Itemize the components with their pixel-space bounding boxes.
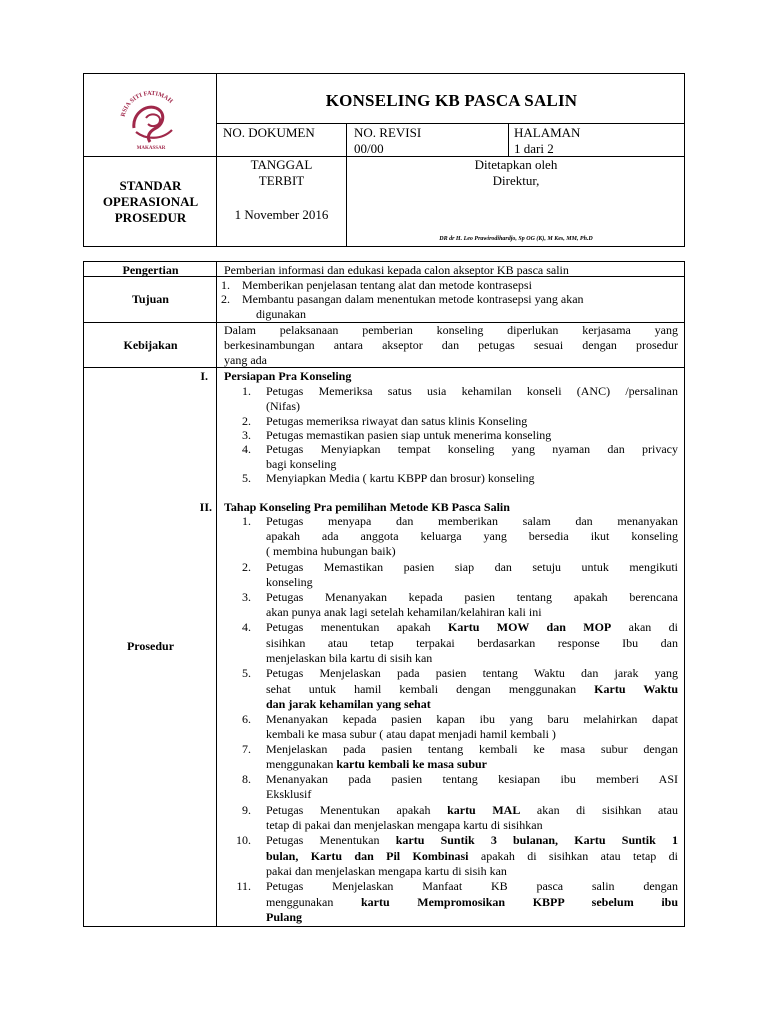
list-item: menjelaskan bila kartu di sisih kan <box>266 651 433 665</box>
list-item: kembali ke masa subur ( atau dapat menjadi hamil kembali ) <box>266 727 556 741</box>
list-item: Petugas Menanyakan kepada pasien tentang apakah berencana <box>266 590 678 604</box>
section-title: Persiapan Pra Konseling <box>224 369 352 383</box>
list-number: 1. <box>242 514 251 528</box>
sop-line: PROSEDUR <box>114 210 187 225</box>
tanggal-line: TANGGAL <box>250 157 313 172</box>
list-number: 3. <box>242 428 251 442</box>
list-item <box>266 757 487 773</box>
divider <box>216 262 217 927</box>
hospital-logo <box>106 88 196 150</box>
tanggal-terbit-label <box>217 157 346 189</box>
list-item: bagi konseling <box>266 457 337 471</box>
tanggal-terbit-value: 1 November 2016 <box>234 207 329 222</box>
kebijakan-line: Dalam pelaksanaan pemberian konseling diperlukan kerjasama yang <box>224 323 678 337</box>
list-item: Petugas Memeriksa satus usia kehamilan konseli (ANC) /persalinan <box>266 384 678 398</box>
list-item: Petugas Menyiapkan tempat konseling yang nyaman dan privacy <box>266 442 678 456</box>
section-roman: I. <box>200 369 208 383</box>
list-item <box>266 803 678 819</box>
no-dokumen-label: NO. DOKUMEN <box>223 125 315 140</box>
divider <box>216 123 685 124</box>
tanggal-line: TERBIT <box>258 173 305 188</box>
item-text: Petugas Menentukan <box>266 833 396 847</box>
list-item: Petugas memastikan pasien siap untuk menerima konseling <box>266 428 552 442</box>
list-number: 2. <box>221 292 230 306</box>
list-number: 3. <box>242 590 251 604</box>
item-text: sehat untuk hamil kembali dengan menggunakan <box>266 682 595 696</box>
procedure-table <box>83 261 685 927</box>
list-number: 8. <box>242 772 251 786</box>
list-number: 10. <box>236 833 251 847</box>
item-bold: kartu MAL <box>447 803 521 817</box>
list-number: 2. <box>242 560 251 574</box>
kebijakan-label: Kebijakan <box>123 338 178 352</box>
item-bold: kartu Mempromosikan KBPP sebelum ibu <box>360 895 679 909</box>
list-number: 9. <box>242 803 251 817</box>
section-title: Tahap Konseling Pra pemilihan Metode KB Pasca Salin <box>224 500 510 514</box>
item-text: apakah di sisihkan atau tetap di <box>468 849 678 863</box>
list-item: Pulang <box>266 910 303 924</box>
item-bold: bulan, Kartu dan Pil Kombinasi <box>266 849 469 863</box>
divider <box>508 123 509 156</box>
list-item: pakai dan menjelaskan mengapa kartu di sisih kan <box>266 864 507 878</box>
list-item: Petugas memeriksa riwayat dan satus klinis Konseling <box>266 414 528 428</box>
halaman-label: HALAMAN <box>514 125 581 140</box>
list-item: ( membina hubungan baik) <box>266 544 396 558</box>
pengertian-label: Pengertian <box>122 263 179 277</box>
ditetapkan-line: Direktur, <box>492 173 540 188</box>
list-item: konseling <box>266 575 313 589</box>
list-number: 2. <box>242 414 251 428</box>
signer-name: DR dr H. Leo Prawirodihardjo, Sp OG (K), M Kes, MM, Ph.D <box>439 236 593 242</box>
sop-label <box>84 178 217 226</box>
item-bold: Kartu Waktu <box>594 682 679 696</box>
list-item <box>266 833 678 849</box>
list-item: Menyiapkan Media ( kartu KBPP dan brosur) konseling <box>266 471 535 485</box>
item-text: menggunakan <box>266 757 337 771</box>
item-bold: kartu Suntik 3 bulanan, Kartu Suntik 1 <box>395 833 678 847</box>
list-item: Petugas Menjelaskan pada pasien tentang Waktu dan jarak yang <box>266 666 678 680</box>
kebijakan-line: berkesinambungan antara akseptor dan petugas sesuai dengan prosedur <box>224 338 678 352</box>
halaman-value: 1 dari 2 <box>514 141 554 156</box>
list-item: (Nifas) <box>266 399 300 413</box>
item-bold: Kartu MOW dan MOP <box>448 620 612 634</box>
tujuan-item: Membantu pasangan dalam menentukan metode kontrasepsi yang akan <box>242 292 584 306</box>
list-number: 1. <box>242 384 251 398</box>
svg-text:RSIA SITI FATIMAH: RSIA SITI FATIMAH <box>119 89 174 118</box>
list-number: 5. <box>242 471 251 485</box>
ditetapkan-line: Ditetapkan oleh <box>474 157 558 172</box>
list-item: akan punya anak lagi setelah kehamilan/kelahiran kali ini <box>266 605 542 619</box>
section-roman: II. <box>199 500 212 514</box>
list-item <box>266 849 678 865</box>
tujuan-item: Memberikan penjelasan tentang alat dan metode kontrasepsi <box>242 278 532 292</box>
list-item: Petugas menyapa dan memberikan salam dan menanyakan <box>266 514 678 528</box>
list-item <box>266 895 678 911</box>
list-number: 4. <box>242 620 251 634</box>
prosedur-label: Prosedur <box>126 639 175 653</box>
list-number: 5. <box>242 666 251 680</box>
no-revisi-value: 00/00 <box>354 141 384 156</box>
list-number: 11. <box>236 879 251 893</box>
list-number: 1. <box>221 278 230 292</box>
no-revisi-label: NO. REVISI <box>354 125 422 140</box>
pengertian-text: Pemberian informasi dan edukasi kepada calon akseptor KB pasca salin <box>224 263 569 277</box>
item-text: akan di sisihkan atau <box>520 803 678 817</box>
list-item: Petugas Memastikan pasien siap dan setuju untuk mengikuti <box>266 560 678 574</box>
list-item <box>266 682 678 698</box>
list-item: apakah ada anggota keluarga yang bersedia ikut konseling <box>266 529 678 543</box>
ditetapkan-block <box>346 157 686 189</box>
list-item: Menanyakan pada pasien tentang kesiapan ibu memberi ASI <box>266 772 678 786</box>
item-text: Petugas menentukan apakah <box>266 620 449 634</box>
list-item: Petugas Menjelaskan Manfaat KB pasca salin dengan <box>266 879 678 893</box>
list-item: Eksklusif <box>266 787 312 801</box>
list-number: 7. <box>242 742 251 756</box>
item-text: akan di <box>611 620 678 634</box>
sop-line: OPERASIONAL <box>102 194 199 209</box>
list-item: tetap di pakai dan menjelaskan mengapa kartu di sisihkan <box>266 818 543 832</box>
svg-text:MAKASSAR: MAKASSAR <box>136 146 166 150</box>
item-bold: kartu kembali ke masa subur <box>336 757 488 771</box>
document-header <box>83 73 685 247</box>
list-item: dan jarak kehamilan yang sehat <box>266 697 431 711</box>
list-item: Menjelaskan pada pasien tentang kembali ke masa subur dengan <box>266 742 678 756</box>
tujuan-item-cont: digunakan <box>256 307 306 321</box>
divider <box>84 367 685 368</box>
sop-line: STANDAR <box>119 178 182 193</box>
kebijakan-line: yang ada <box>224 353 267 367</box>
tujuan-label: Tujuan <box>132 292 169 306</box>
document-title: KONSELING KB PASCA SALIN <box>325 91 578 110</box>
list-number: 4. <box>242 442 251 456</box>
list-item <box>266 620 678 636</box>
list-item: sisihkan atau tetap terpakai berdasarkan response Ibu dan <box>266 636 678 650</box>
item-text: menggunakan <box>266 895 361 909</box>
list-number: 6. <box>242 712 251 726</box>
item-text: Petugas Menentukan apakah <box>266 803 448 817</box>
list-item: Menanyakan kepada pasien kapan ibu yang baru melahirkan dapat <box>266 712 678 726</box>
